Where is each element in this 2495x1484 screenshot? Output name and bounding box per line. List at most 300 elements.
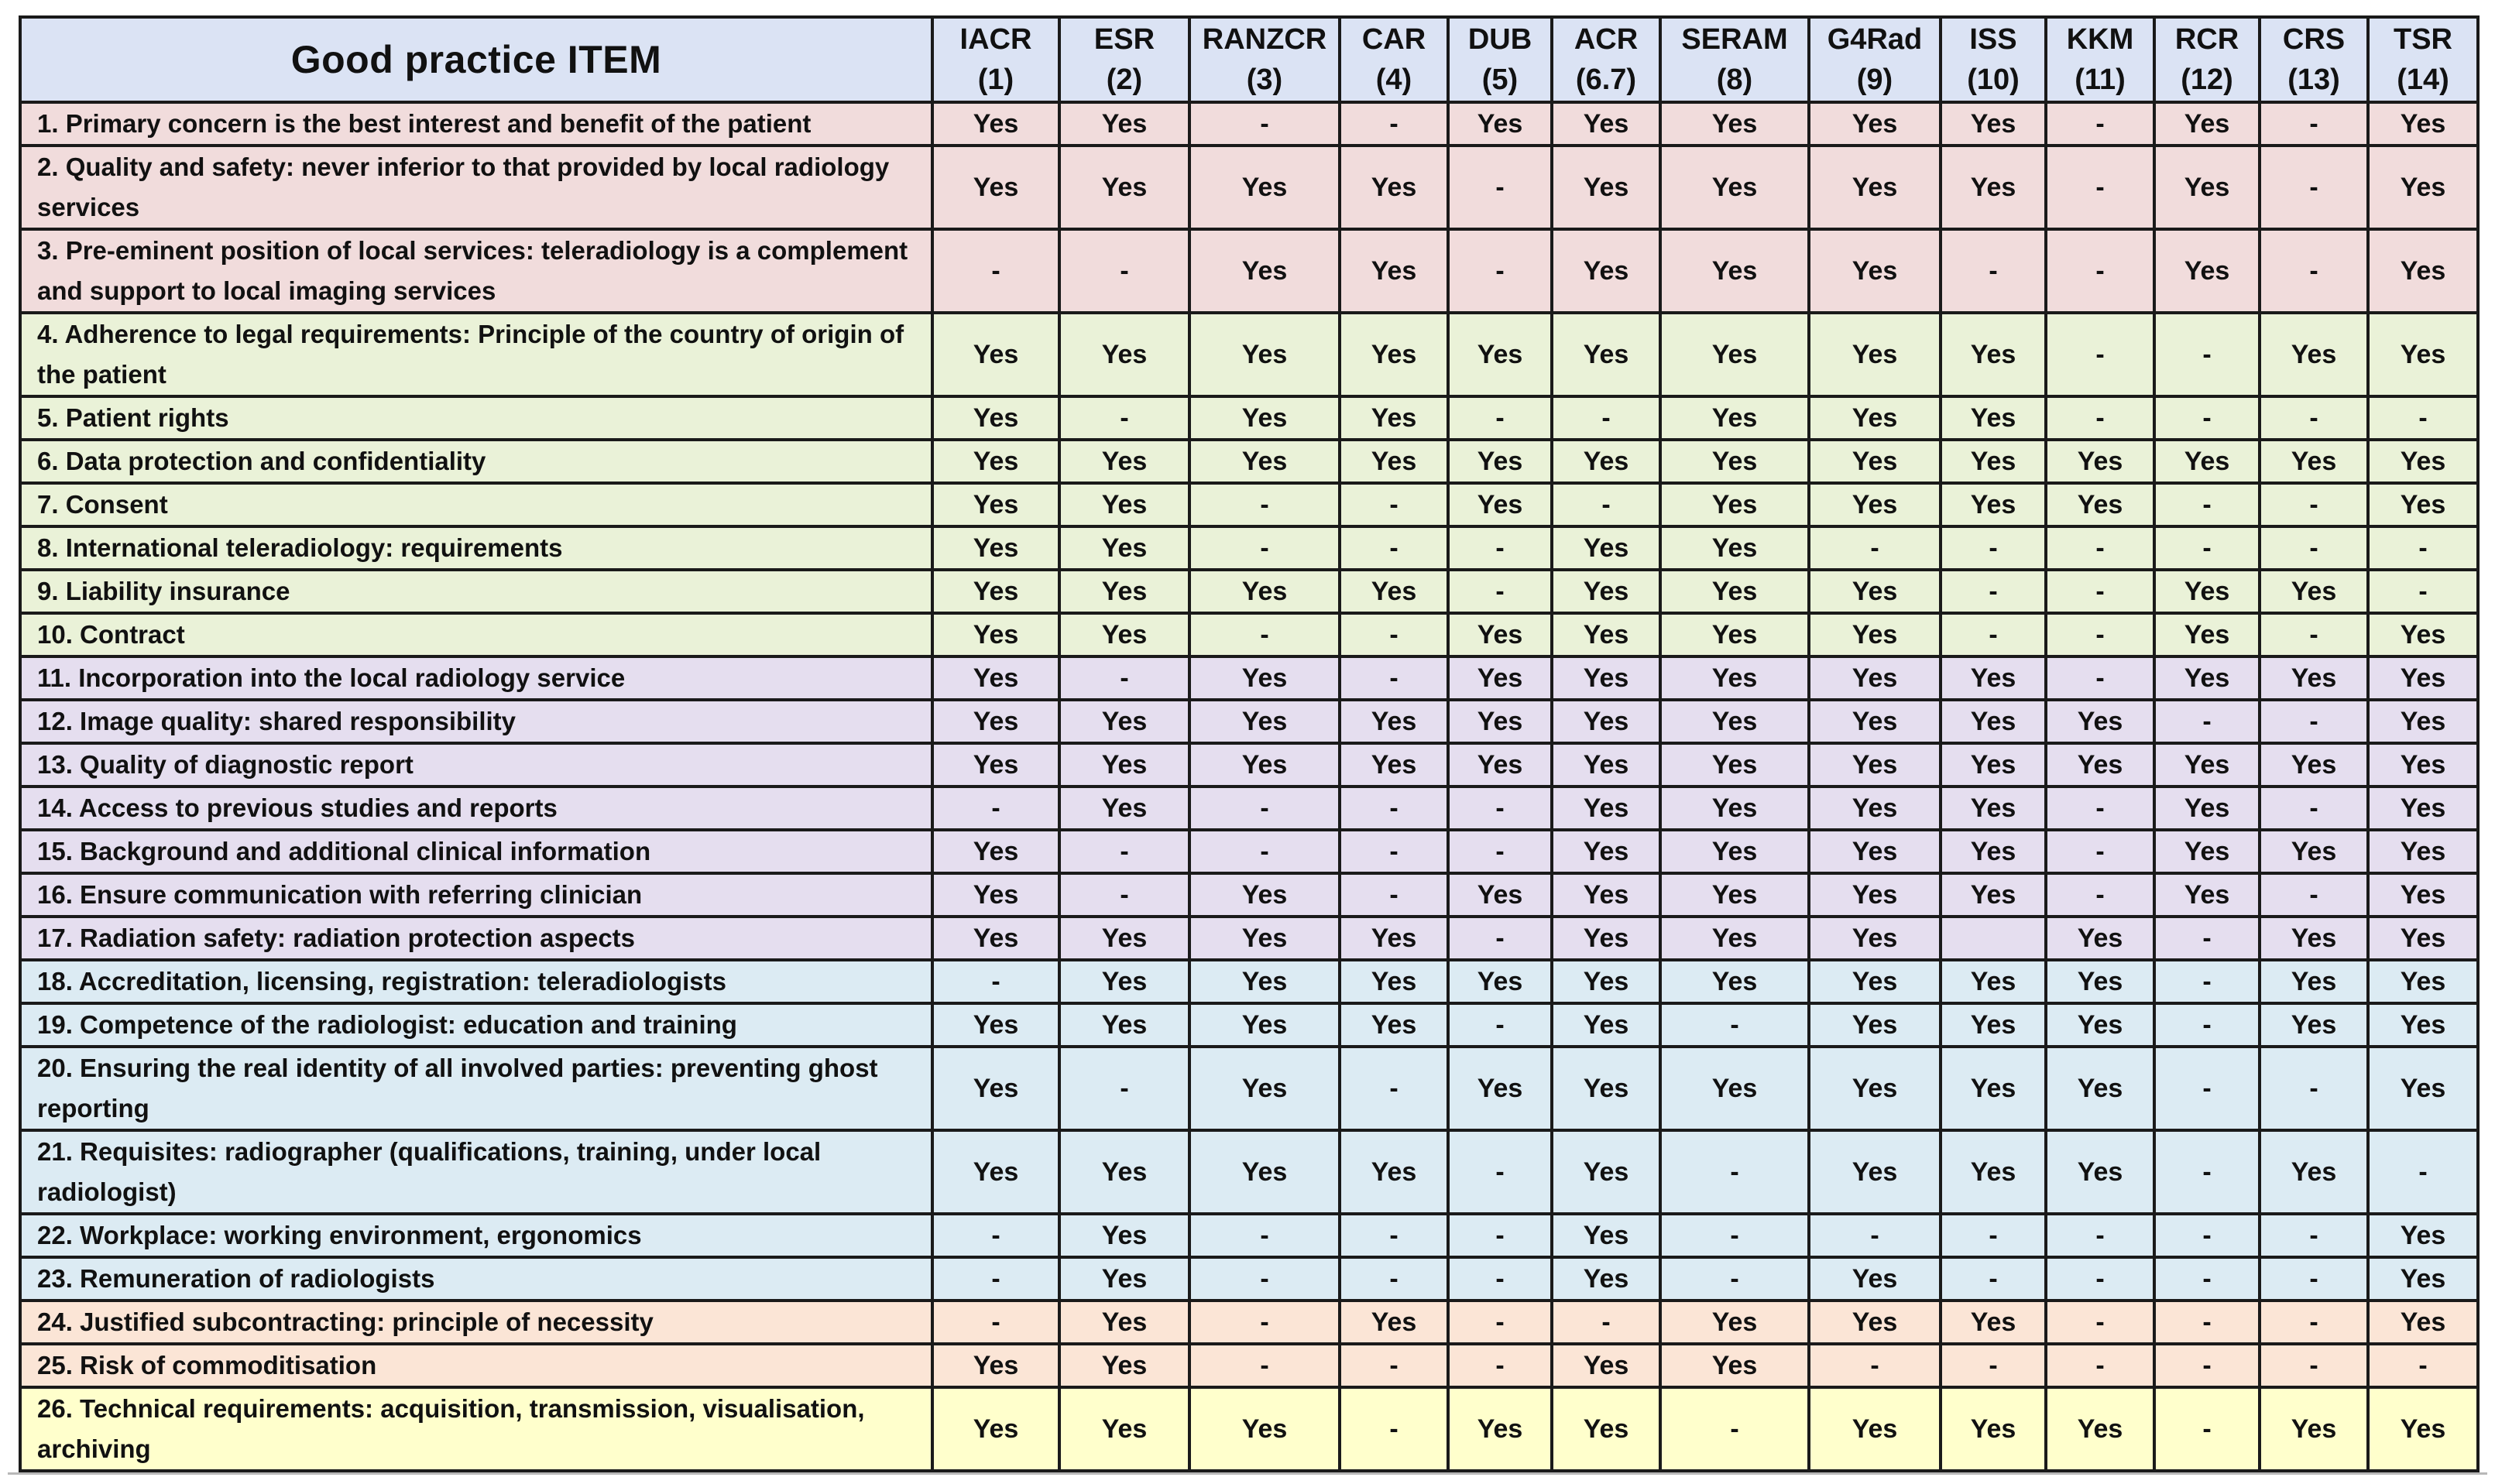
mark-cell-acr: Yes	[1552, 229, 1660, 313]
mark-cell-dub: -	[1448, 830, 1552, 873]
mark-cell-seram: Yes	[1660, 1344, 1809, 1387]
mark-cell-tsr: Yes	[2368, 873, 2478, 917]
mark-cell-esr: Yes	[1059, 700, 1189, 743]
mark-cell-esr: -	[1059, 830, 1189, 873]
mark-cell-tsr: Yes	[2368, 700, 2478, 743]
mark-cell-tsr: Yes	[2368, 743, 2478, 787]
mark-cell-iss: Yes	[1941, 1387, 2046, 1471]
mark-cell-g4rad: Yes	[1809, 1130, 1941, 1214]
mark-cell-crs: Yes	[2260, 440, 2368, 483]
table-row	[20, 787, 2478, 830]
mark-cell-ranzcr: Yes	[1189, 396, 1340, 440]
practice-item-label: 1. Primary concern is the best interest and benefit of the patient	[20, 102, 932, 146]
mark-cell-car: Yes	[1340, 743, 1448, 787]
mark-cell-iacr: Yes	[932, 1003, 1059, 1047]
mark-cell-car: -	[1340, 830, 1448, 873]
mark-cell-iacr: Yes	[932, 526, 1059, 570]
mark-cell-rcr: Yes	[2154, 656, 2260, 700]
table-row	[20, 613, 2478, 656]
mark-cell-esr: Yes	[1059, 483, 1189, 526]
table-row	[20, 483, 2478, 526]
mark-cell-g4rad: Yes	[1809, 1257, 1941, 1301]
mark-cell-acr: Yes	[1552, 1387, 1660, 1471]
table-row	[20, 396, 2478, 440]
mark-cell-crs: Yes	[2260, 830, 2368, 873]
mark-cell-kkm: -	[2046, 1344, 2154, 1387]
mark-cell-kkm: Yes	[2046, 1003, 2154, 1047]
mark-cell-car: Yes	[1340, 313, 1448, 396]
mark-cell-rcr: Yes	[2154, 570, 2260, 613]
mark-cell-iacr: Yes	[932, 483, 1059, 526]
mark-cell-ranzcr: Yes	[1189, 1003, 1340, 1047]
mark-cell-iss: Yes	[1941, 830, 2046, 873]
mark-cell-g4rad: Yes	[1809, 1387, 1941, 1471]
mark-cell-seram: Yes	[1660, 313, 1809, 396]
mark-cell-esr: Yes	[1059, 1130, 1189, 1214]
mark-cell-acr: Yes	[1552, 1344, 1660, 1387]
mark-cell-kkm: -	[2046, 229, 2154, 313]
mark-cell-ranzcr: Yes	[1189, 229, 1340, 313]
page-bottom-rule	[8, 1472, 2487, 1475]
mark-cell-tsr: Yes	[2368, 1387, 2478, 1471]
mark-cell-ranzcr: Yes	[1189, 917, 1340, 960]
mark-cell-ranzcr: Yes	[1189, 1130, 1340, 1214]
org-column-header-dub	[1448, 17, 1552, 102]
mark-cell-tsr: Yes	[2368, 656, 2478, 700]
mark-cell-esr: Yes	[1059, 917, 1189, 960]
mark-cell-crs: -	[2260, 787, 2368, 830]
mark-cell-g4rad: Yes	[1809, 613, 1941, 656]
mark-cell-tsr: Yes	[2368, 1257, 2478, 1301]
table-row	[20, 656, 2478, 700]
mark-cell-ranzcr: Yes	[1189, 146, 1340, 229]
mark-cell-kkm: -	[2046, 1214, 2154, 1257]
mark-cell-acr: Yes	[1552, 1214, 1660, 1257]
mark-cell-iss: Yes	[1941, 1003, 2046, 1047]
mark-cell-dub: -	[1448, 570, 1552, 613]
mark-cell-acr: Yes	[1552, 917, 1660, 960]
mark-cell-dub: Yes	[1448, 483, 1552, 526]
org-column-header-car	[1340, 17, 1448, 102]
mark-cell-iacr: Yes	[932, 917, 1059, 960]
mark-cell-iacr: Yes	[932, 613, 1059, 656]
mark-cell-acr: Yes	[1552, 440, 1660, 483]
mark-cell-iss: Yes	[1941, 483, 2046, 526]
table-row	[20, 102, 2478, 146]
mark-cell-seram: -	[1660, 1387, 1809, 1471]
mark-cell-tsr: Yes	[2368, 1003, 2478, 1047]
org-name: ACR	[1574, 23, 1639, 56]
org-reference: (2)	[1106, 63, 1143, 96]
mark-cell-ranzcr: Yes	[1189, 570, 1340, 613]
mark-cell-rcr: -	[2154, 1257, 2260, 1301]
mark-cell-acr: Yes	[1552, 102, 1660, 146]
mark-cell-car: -	[1340, 1257, 1448, 1301]
mark-cell-seram: Yes	[1660, 146, 1809, 229]
org-reference: (6.7)	[1575, 63, 1637, 96]
mark-cell-iacr: Yes	[932, 1130, 1059, 1214]
mark-cell-tsr: Yes	[2368, 787, 2478, 830]
mark-cell-seram: Yes	[1660, 483, 1809, 526]
practice-item-label: 12. Image quality: shared responsibility	[20, 700, 932, 743]
table-row	[20, 1214, 2478, 1257]
mark-cell-g4rad: Yes	[1809, 1047, 1941, 1130]
table-row	[20, 830, 2478, 873]
mark-cell-g4rad: Yes	[1809, 1301, 1941, 1344]
mark-cell-crs: Yes	[2260, 1130, 2368, 1214]
mark-cell-tsr: -	[2368, 396, 2478, 440]
table-row	[20, 146, 2478, 229]
mark-cell-kkm: Yes	[2046, 700, 2154, 743]
practice-item-label: 14. Access to previous studies and reports	[20, 787, 932, 830]
table-row	[20, 1344, 2478, 1387]
mark-cell-acr: Yes	[1552, 1257, 1660, 1301]
practice-item-label: 2. Quality and safety: never inferior to that provided by local radiology services	[20, 146, 932, 229]
mark-cell-crs: -	[2260, 1344, 2368, 1387]
mark-cell-car: -	[1340, 873, 1448, 917]
org-column-header-tsr	[2368, 17, 2478, 102]
mark-cell-iacr: Yes	[932, 440, 1059, 483]
mark-cell-esr: Yes	[1059, 440, 1189, 483]
mark-cell-car: Yes	[1340, 146, 1448, 229]
mark-cell-iss: Yes	[1941, 700, 2046, 743]
mark-cell-ranzcr: Yes	[1189, 1047, 1340, 1130]
mark-cell-crs: -	[2260, 526, 2368, 570]
mark-cell-g4rad: Yes	[1809, 960, 1941, 1003]
mark-cell-kkm: -	[2046, 313, 2154, 396]
mark-cell-dub: Yes	[1448, 1387, 1552, 1471]
mark-cell-acr: Yes	[1552, 570, 1660, 613]
mark-cell-acr: Yes	[1552, 313, 1660, 396]
mark-cell-dub: -	[1448, 787, 1552, 830]
mark-cell-acr: -	[1552, 396, 1660, 440]
org-name: RANZCR	[1202, 23, 1327, 56]
org-name: ISS	[1969, 23, 2017, 56]
org-name: CAR	[1361, 23, 1426, 56]
mark-cell-kkm: Yes	[2046, 1387, 2154, 1471]
table-row	[20, 700, 2478, 743]
mark-cell-tsr: Yes	[2368, 1047, 2478, 1130]
mark-cell-seram: Yes	[1660, 873, 1809, 917]
mark-cell-dub: Yes	[1448, 873, 1552, 917]
org-column-header-esr	[1059, 17, 1189, 102]
practice-item-label: 18. Accreditation, licensing, registration: teleradiologists	[20, 960, 932, 1003]
mark-cell-kkm: -	[2046, 102, 2154, 146]
mark-cell-crs: Yes	[2260, 743, 2368, 787]
org-name: TSR	[2394, 23, 2452, 56]
mark-cell-ranzcr: -	[1189, 483, 1340, 526]
org-column-header-crs	[2260, 17, 2368, 102]
table-row	[20, 743, 2478, 787]
mark-cell-crs: Yes	[2260, 570, 2368, 613]
mark-cell-dub: -	[1448, 1344, 1552, 1387]
mark-cell-iss: Yes	[1941, 743, 2046, 787]
mark-cell-kkm: -	[2046, 526, 2154, 570]
mark-cell-seram: Yes	[1660, 960, 1809, 1003]
mark-cell-g4rad: Yes	[1809, 570, 1941, 613]
mark-cell-esr: Yes	[1059, 960, 1189, 1003]
mark-cell-seram: Yes	[1660, 440, 1809, 483]
mark-cell-tsr: -	[2368, 1130, 2478, 1214]
mark-cell-g4rad: -	[1809, 1344, 1941, 1387]
mark-cell-car: Yes	[1340, 1130, 1448, 1214]
org-reference: (10)	[1967, 63, 2020, 96]
mark-cell-rcr: Yes	[2154, 440, 2260, 483]
mark-cell-acr: Yes	[1552, 613, 1660, 656]
mark-cell-iacr: -	[932, 1301, 1059, 1344]
mark-cell-car: Yes	[1340, 440, 1448, 483]
mark-cell-g4rad: Yes	[1809, 787, 1941, 830]
table-row	[20, 960, 2478, 1003]
mark-cell-tsr: Yes	[2368, 440, 2478, 483]
mark-cell-rcr: Yes	[2154, 102, 2260, 146]
mark-cell-esr: Yes	[1059, 1003, 1189, 1047]
mark-cell-iacr: Yes	[932, 570, 1059, 613]
table-header	[20, 17, 2478, 102]
mark-cell-acr: Yes	[1552, 656, 1660, 700]
mark-cell-g4rad: Yes	[1809, 656, 1941, 700]
mark-cell-iacr: Yes	[932, 313, 1059, 396]
table-row	[20, 526, 2478, 570]
mark-cell-rcr: -	[2154, 960, 2260, 1003]
mark-cell-esr: -	[1059, 656, 1189, 700]
org-column-header-kkm	[2046, 17, 2154, 102]
org-column-header-ranzcr	[1189, 17, 1340, 102]
mark-cell-iss: Yes	[1941, 396, 2046, 440]
mark-cell-g4rad: Yes	[1809, 146, 1941, 229]
mark-cell-tsr: -	[2368, 1344, 2478, 1387]
mark-cell-car: -	[1340, 526, 1448, 570]
mark-cell-dub: Yes	[1448, 656, 1552, 700]
table-row	[20, 873, 2478, 917]
practice-item-label: 9. Liability insurance	[20, 570, 932, 613]
org-name: CRS	[2282, 23, 2346, 56]
mark-cell-dub: -	[1448, 1214, 1552, 1257]
mark-cell-crs: -	[2260, 1047, 2368, 1130]
mark-cell-iss: -	[1941, 1257, 2046, 1301]
mark-cell-seram: Yes	[1660, 700, 1809, 743]
mark-cell-esr: Yes	[1059, 613, 1189, 656]
mark-cell-iss: Yes	[1941, 873, 2046, 917]
practice-item-label: 25. Risk of commoditisation	[20, 1344, 932, 1387]
mark-cell-iacr: -	[932, 960, 1059, 1003]
org-name: G4Rad	[1827, 23, 1923, 56]
mark-cell-crs: -	[2260, 873, 2368, 917]
mark-cell-dub: Yes	[1448, 440, 1552, 483]
mark-cell-ranzcr: -	[1189, 1257, 1340, 1301]
mark-cell-tsr: Yes	[2368, 1301, 2478, 1344]
mark-cell-crs: -	[2260, 396, 2368, 440]
mark-cell-car: Yes	[1340, 396, 1448, 440]
mark-cell-g4rad: Yes	[1809, 440, 1941, 483]
mark-cell-car: -	[1340, 102, 1448, 146]
mark-cell-g4rad: Yes	[1809, 743, 1941, 787]
mark-cell-rcr: -	[2154, 526, 2260, 570]
mark-cell-tsr: Yes	[2368, 613, 2478, 656]
mark-cell-iacr: -	[932, 787, 1059, 830]
mark-cell-seram: Yes	[1660, 1301, 1809, 1344]
mark-cell-dub: Yes	[1448, 313, 1552, 396]
mark-cell-acr: Yes	[1552, 743, 1660, 787]
mark-cell-dub: -	[1448, 917, 1552, 960]
mark-cell-acr: -	[1552, 1301, 1660, 1344]
mark-cell-iss: Yes	[1941, 313, 2046, 396]
mark-cell-acr: Yes	[1552, 1130, 1660, 1214]
good-practice-table-container	[19, 15, 2476, 1472]
practice-item-label: 7. Consent	[20, 483, 932, 526]
mark-cell-ranzcr: Yes	[1189, 1387, 1340, 1471]
mark-cell-crs: Yes	[2260, 1387, 2368, 1471]
mark-cell-iacr: Yes	[932, 656, 1059, 700]
org-reference: (13)	[2287, 63, 2340, 96]
mark-cell-iss	[1941, 917, 2046, 960]
table-row	[20, 1257, 2478, 1301]
mark-cell-crs: Yes	[2260, 313, 2368, 396]
mark-cell-tsr: Yes	[2368, 483, 2478, 526]
mark-cell-kkm: -	[2046, 656, 2154, 700]
mark-cell-iss: Yes	[1941, 656, 2046, 700]
mark-cell-kkm: Yes	[2046, 1130, 2154, 1214]
mark-cell-esr: Yes	[1059, 1214, 1189, 1257]
mark-cell-kkm: -	[2046, 613, 2154, 656]
practice-item-label: 26. Technical requirements: acquisition, transmission, visualisation, archiving	[20, 1387, 932, 1471]
practice-item-label: 20. Ensuring the real identity of all involved parties: preventing ghost reporting	[20, 1047, 932, 1130]
mark-cell-seram: Yes	[1660, 613, 1809, 656]
mark-cell-rcr: Yes	[2154, 830, 2260, 873]
mark-cell-kkm: Yes	[2046, 960, 2154, 1003]
mark-cell-tsr: Yes	[2368, 960, 2478, 1003]
mark-cell-iacr: -	[932, 1214, 1059, 1257]
mark-cell-car: -	[1340, 787, 1448, 830]
mark-cell-seram: Yes	[1660, 917, 1809, 960]
mark-cell-seram: Yes	[1660, 743, 1809, 787]
mark-cell-kkm: Yes	[2046, 440, 2154, 483]
practice-item-label: 15. Background and additional clinical information	[20, 830, 932, 873]
mark-cell-car: Yes	[1340, 229, 1448, 313]
mark-cell-car: Yes	[1340, 1003, 1448, 1047]
mark-cell-crs: -	[2260, 102, 2368, 146]
mark-cell-g4rad: Yes	[1809, 700, 1941, 743]
table-row	[20, 1047, 2478, 1130]
org-column-header-iacr	[932, 17, 1059, 102]
mark-cell-g4rad: Yes	[1809, 229, 1941, 313]
mark-cell-acr: Yes	[1552, 700, 1660, 743]
mark-cell-seram: Yes	[1660, 229, 1809, 313]
mark-cell-rcr: Yes	[2154, 613, 2260, 656]
practice-item-label: 5. Patient rights	[20, 396, 932, 440]
org-column-header-g4rad	[1809, 17, 1941, 102]
mark-cell-acr: Yes	[1552, 787, 1660, 830]
org-column-header-seram	[1660, 17, 1809, 102]
mark-cell-iacr: -	[932, 1257, 1059, 1301]
org-reference: (14)	[2397, 63, 2449, 96]
mark-cell-kkm: -	[2046, 146, 2154, 229]
mark-cell-iss: -	[1941, 570, 2046, 613]
table-row	[20, 313, 2478, 396]
mark-cell-iss: -	[1941, 613, 2046, 656]
practice-item-label: 16. Ensure communication with referring clinician	[20, 873, 932, 917]
mark-cell-iss: -	[1941, 1344, 2046, 1387]
org-reference: (8)	[1716, 63, 1753, 96]
mark-cell-iacr: Yes	[932, 700, 1059, 743]
mark-cell-esr: Yes	[1059, 146, 1189, 229]
mark-cell-acr: Yes	[1552, 1047, 1660, 1130]
mark-cell-kkm: Yes	[2046, 743, 2154, 787]
mark-cell-acr: Yes	[1552, 1003, 1660, 1047]
mark-cell-kkm: -	[2046, 1257, 2154, 1301]
practice-item-label: 24. Justified subcontracting: principle of necessity	[20, 1301, 932, 1344]
org-column-header-rcr	[2154, 17, 2260, 102]
mark-cell-ranzcr: -	[1189, 613, 1340, 656]
mark-cell-esr: -	[1059, 229, 1189, 313]
org-reference: (12)	[2181, 63, 2233, 96]
mark-cell-rcr: -	[2154, 1003, 2260, 1047]
mark-cell-esr: Yes	[1059, 1387, 1189, 1471]
mark-cell-esr: -	[1059, 873, 1189, 917]
mark-cell-iacr: Yes	[932, 1047, 1059, 1130]
table-row	[20, 440, 2478, 483]
mark-cell-crs: Yes	[2260, 960, 2368, 1003]
mark-cell-iacr: Yes	[932, 873, 1059, 917]
mark-cell-dub: -	[1448, 229, 1552, 313]
mark-cell-crs: -	[2260, 483, 2368, 526]
mark-cell-esr: -	[1059, 396, 1189, 440]
mark-cell-crs: -	[2260, 613, 2368, 656]
mark-cell-esr: Yes	[1059, 1257, 1189, 1301]
mark-cell-seram: -	[1660, 1257, 1809, 1301]
mark-cell-ranzcr: Yes	[1189, 440, 1340, 483]
table-row	[20, 1387, 2478, 1471]
mark-cell-g4rad: Yes	[1809, 873, 1941, 917]
practice-item-label: 19. Competence of the radiologist: education and training	[20, 1003, 932, 1047]
mark-cell-iss: Yes	[1941, 440, 2046, 483]
mark-cell-rcr: Yes	[2154, 743, 2260, 787]
mark-cell-acr: Yes	[1552, 830, 1660, 873]
mark-cell-esr: Yes	[1059, 787, 1189, 830]
mark-cell-rcr: -	[2154, 313, 2260, 396]
mark-cell-g4rad: Yes	[1809, 102, 1941, 146]
mark-cell-car: Yes	[1340, 700, 1448, 743]
mark-cell-ranzcr: -	[1189, 830, 1340, 873]
practice-item-label: 21. Requisites: radiographer (qualifications, training, under local radiologist)	[20, 1130, 932, 1214]
mark-cell-ranzcr: -	[1189, 787, 1340, 830]
mark-cell-rcr: -	[2154, 396, 2260, 440]
table-row	[20, 1130, 2478, 1214]
practice-item-label: 17. Radiation safety: radiation protection aspects	[20, 917, 932, 960]
mark-cell-ranzcr: Yes	[1189, 960, 1340, 1003]
mark-cell-rcr: Yes	[2154, 873, 2260, 917]
mark-cell-dub: Yes	[1448, 960, 1552, 1003]
mark-cell-ranzcr: Yes	[1189, 743, 1340, 787]
mark-cell-iss: Yes	[1941, 1130, 2046, 1214]
mark-cell-ranzcr: -	[1189, 526, 1340, 570]
mark-cell-kkm: -	[2046, 873, 2154, 917]
mark-cell-iss: Yes	[1941, 102, 2046, 146]
mark-cell-esr: Yes	[1059, 313, 1189, 396]
table-row	[20, 1003, 2478, 1047]
org-column-header-iss	[1941, 17, 2046, 102]
mark-cell-dub: -	[1448, 1130, 1552, 1214]
practice-item-label: 3. Pre-eminent position of local services: teleradiology is a complement and support to local imaging services	[20, 229, 932, 313]
mark-cell-ranzcr: Yes	[1189, 873, 1340, 917]
mark-cell-g4rad: Yes	[1809, 483, 1941, 526]
mark-cell-acr: Yes	[1552, 873, 1660, 917]
practice-item-label: 13. Quality of diagnostic report	[20, 743, 932, 787]
mark-cell-iss: -	[1941, 229, 2046, 313]
mark-cell-rcr: Yes	[2154, 146, 2260, 229]
mark-cell-dub: Yes	[1448, 700, 1552, 743]
mark-cell-rcr: -	[2154, 1214, 2260, 1257]
